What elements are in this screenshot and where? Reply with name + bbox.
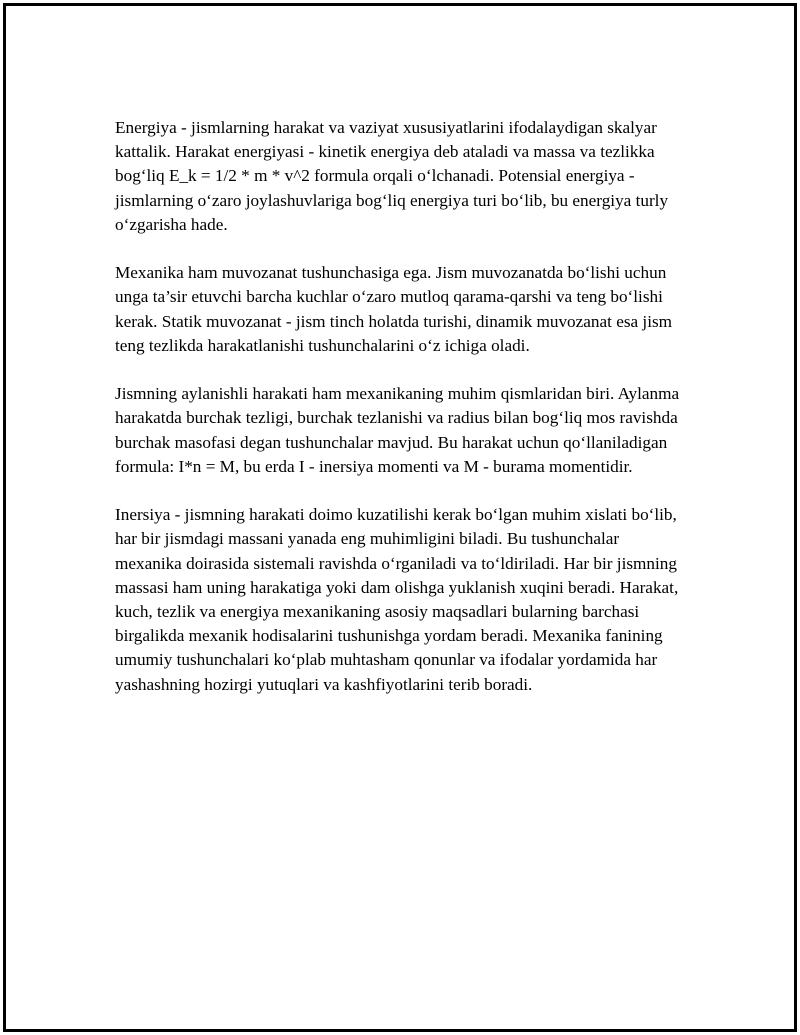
- paragraph-equilibrium: Mexanika ham muvozanat tushunchasiga ega. Jism muvozanatda bo‘lishi uchun unga ta’sir etuvchi barcha kuchlar o‘zaro mutloq qarama-qarshi va teng bo‘lishi kerak. Statik muvozanat - jism tinch holatda turishi, dinamik muvozanat esa jism teng tezlikda harakatlanishi tushunchalarini o‘z ichiga oladi.: [115, 263, 673, 355]
- paragraph-energy: Energiya - jismlarning harakat va vaziyat xususiyatlarini ifodalaydigan skalyar kattalik. Harakat energiyasi - kinetik energiya deb ataladi va massa va tezlikka bog‘liq E_k = 1/2 * m * v^2 formula orqali o‘lchanadi. Potensial energiya - jismlarning o‘zaro joylashuvlariga bog‘liq energiya turi bo‘lib, bu energiya turly o‘zgarisha hade.: [115, 118, 669, 234]
- paragraph-inertia: Inersiya - jismning harakati doimo kuzatilishi kerak bo‘lgan muhim xislati bo‘lib, har bir jismdagi massani yanada eng muhimligini biladi. Bu tushunchalar mexanika doirasida sistemali ravishda o‘rganiladi va to‘ldiriladi. Har bir jismning massasi ham uning harakatiga yoki dam olishga yuklanish xuqini beradi. Harakat, kuch, tezlik va energiya mexanikaning asosiy maqsadlari bularning barchasi birgalikda mexanik hodisalarini tushunishga yordam beradi. Mexanika fanining umumiy tushunchalari ko‘plab muhtasham qonunlar va ifodalar yordamida har yashashning hozirgi yutuqlari va kashfiyotlarini terib boradi.: [115, 505, 679, 694]
- paragraph-rotation: Jismning aylanishli harakati ham mexanikaning muhim qismlaridan biri. Aylanma harakatda burchak tezligi, burchak tezlanishi va radius bilan bog‘liq mos ravishda burchak masofasi degan tushunchalar mavjud. Bu harakat uchun qo‘llaniladigan formula: I*n = M, bu erda I - inersiya momenti va M - burama momentidir.: [115, 384, 680, 476]
- document-body: [115, 116, 690, 721]
